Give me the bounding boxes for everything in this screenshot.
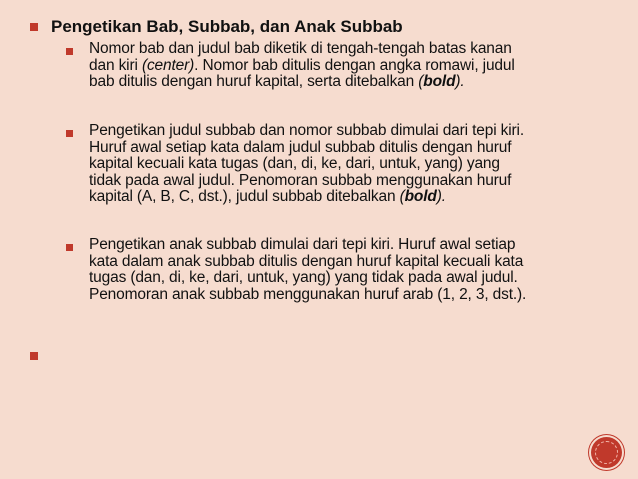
text-run: (center) [141, 56, 195, 74]
empty-bullet-icon [30, 352, 38, 360]
text-line [89, 74, 609, 91]
text-line [89, 140, 609, 157]
text-run: ). [436, 188, 446, 205]
item-1-bullet-icon [66, 48, 73, 55]
item-2-bullet-icon [66, 130, 73, 137]
slide-heading: Pengetikan Bab, Subbab, dan Anak Subbab [51, 17, 403, 36]
text-run: Nomor bab dan judul bab diketik di tengah-tengah batas kanan [89, 40, 512, 57]
text-run: kata dalam anak subbab ditulis dengan huruf kapital kecuali kata [89, 252, 524, 270]
text-line [89, 237, 609, 254]
text-run: kapital (A, B, C, dst.), judul subbab ditebalkan [89, 188, 400, 205]
text-run: dan kiri [89, 56, 142, 74]
text-run: bab ditulis dengan huruf kapital, serta ditebalkan [89, 73, 419, 90]
text-run: kapital kecuali kata tugas (dan, di, ke, dari, untuk, yang) yang [89, 155, 500, 172]
item-3-bullet-icon [66, 244, 73, 251]
circle-decoration-icon [591, 437, 622, 468]
text-run: Huruf awal setiap kata dalam judul subbab ditulis dengan huruf [89, 138, 512, 156]
item-2-text [89, 123, 609, 206]
text-run: bold [404, 188, 437, 205]
text-line [89, 254, 609, 271]
text-line [89, 156, 609, 173]
text-run: tidak pada awal judul. Penomoran subbab menggunakan huruf [89, 171, 512, 189]
text-line [89, 270, 609, 287]
text-line [89, 123, 609, 140]
text-run: ( [399, 188, 405, 205]
heading-bullet-icon [30, 23, 38, 31]
text-run: Pengetikan anak subbab dimulai dari tepi kiri. Huruf awal setiap [89, 236, 516, 253]
text-line [89, 41, 609, 58]
text-line [89, 189, 609, 206]
text-line [89, 173, 609, 190]
text-run: . Nomor bab ditulis dengan angka romawi, judul [194, 56, 515, 74]
item-1-text [89, 41, 609, 91]
text-run: Pengetikan judul subbab dan nomor subbab dimulai dari tepi kiri. [89, 122, 525, 139]
text-line [89, 287, 609, 304]
text-run: ). [455, 73, 465, 90]
text-run: Penomoran anak subbab menggunakan huruf arab (1, 2, 3, dst.). [89, 285, 527, 303]
text-run: tugas (dan, di, ke, dari, untuk, yang) yang tidak pada awal judul. [89, 269, 518, 286]
text-line [89, 58, 609, 75]
text-run: bold [423, 73, 456, 90]
text-run: ( [418, 73, 424, 90]
item-3-text [89, 237, 609, 303]
